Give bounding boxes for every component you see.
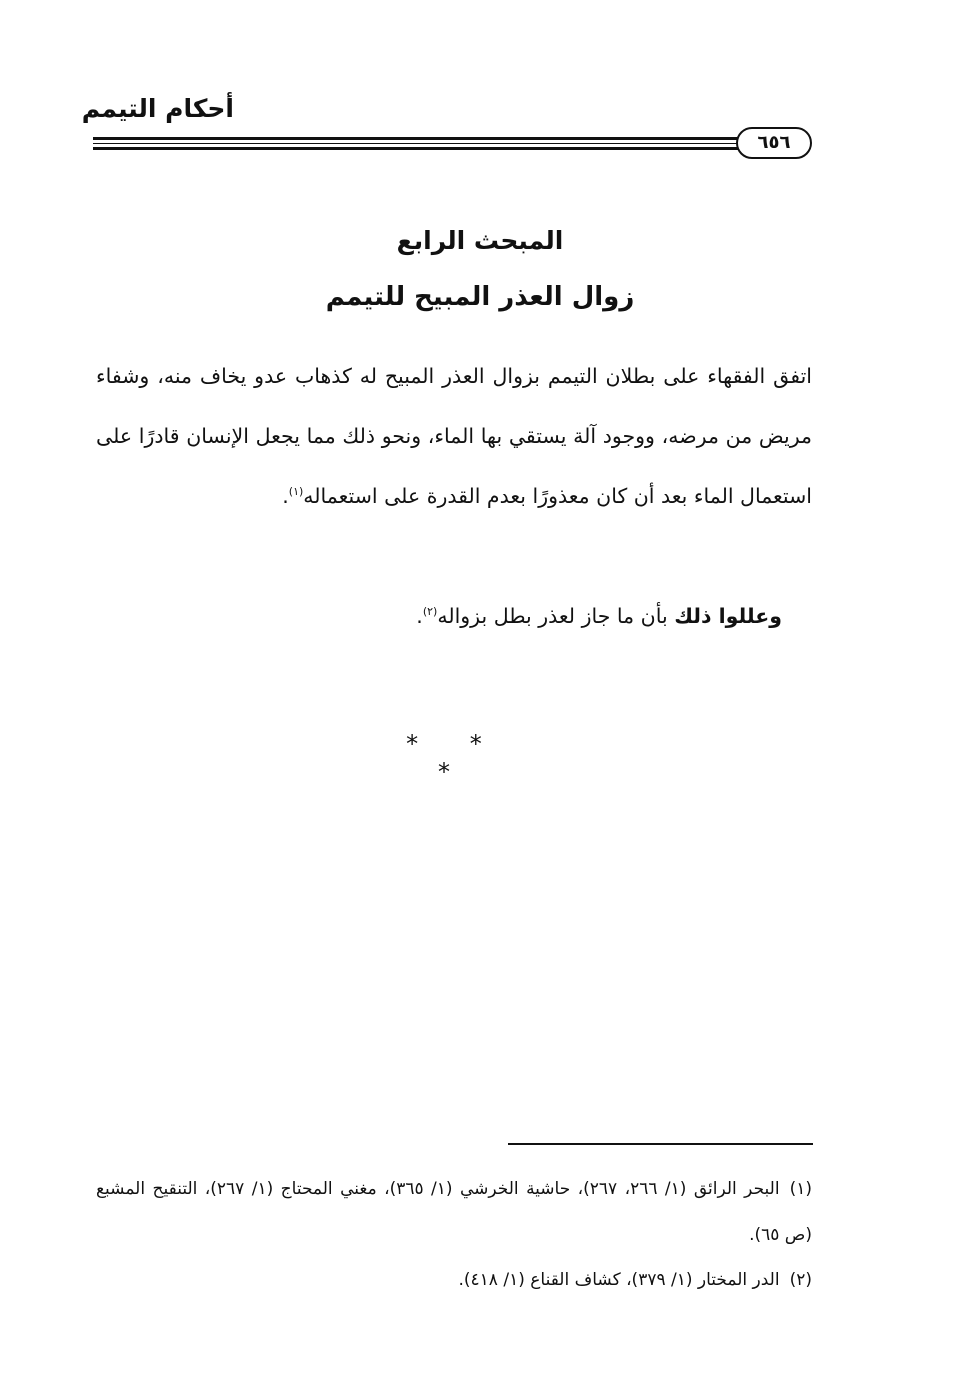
footnote-ref-1[interactable]: (١) xyxy=(288,485,304,499)
paragraph-2-end: . xyxy=(416,604,423,628)
footnote-rule xyxy=(508,1143,813,1145)
footnote-1-number: (١) xyxy=(789,1179,812,1199)
paragraph-2-text: بأن ما جاز لعذر بطل بزواله xyxy=(437,604,668,628)
footnote-1-text: البحر الرائق (١/ ٢٦٦، ٢٦٧)، حاشية الخرشي (١/ ٣٦٥)، مغني المحتاج (١/ ٢٦٧)، التنقيح المشبع (ص ٦٥). xyxy=(96,1179,812,1245)
section-subtitle: زوال العذر المبيح للتيمم xyxy=(325,282,635,312)
section-title: المبحث الرابع xyxy=(396,226,564,255)
footnote-ref-2[interactable]: (٢) xyxy=(422,605,438,619)
footnote-2-number: (٢) xyxy=(789,1270,812,1290)
footnote-2-text: الدر المختار (١/ ٣٧٩)، كشاف القناع (١/ ٤١٨). xyxy=(458,1270,780,1290)
header-rule-bottom xyxy=(93,147,738,150)
body-paragraph-2 xyxy=(96,586,812,646)
footnote-2 xyxy=(96,1257,812,1303)
section-separator: * * * xyxy=(406,730,504,786)
paragraph-2-lead: وعللوا ذلك xyxy=(674,604,782,628)
header-rule-middle xyxy=(93,143,738,144)
paragraph-1-text: اتفق الفقهاء على بطلان التيمم بزوال العذر المبيح له كذهاب عدو يخاف منه، وشفاء مريض من مرضه، ووجود آلة يستقي بها الماء، ونحو ذلك مما يجعل الإنسان قادرًا على استعمال الماء بعد أن كان معذورًا بعدم القدرة على استعماله xyxy=(96,364,812,508)
page-number-badge: ٦٥٦ xyxy=(736,127,812,159)
footnote-1 xyxy=(96,1166,812,1258)
header-rule-top xyxy=(93,137,738,140)
running-title: أحكام التيمم xyxy=(81,94,234,123)
paragraph-1-end: . xyxy=(282,484,289,508)
body-paragraph-1 xyxy=(96,346,812,526)
